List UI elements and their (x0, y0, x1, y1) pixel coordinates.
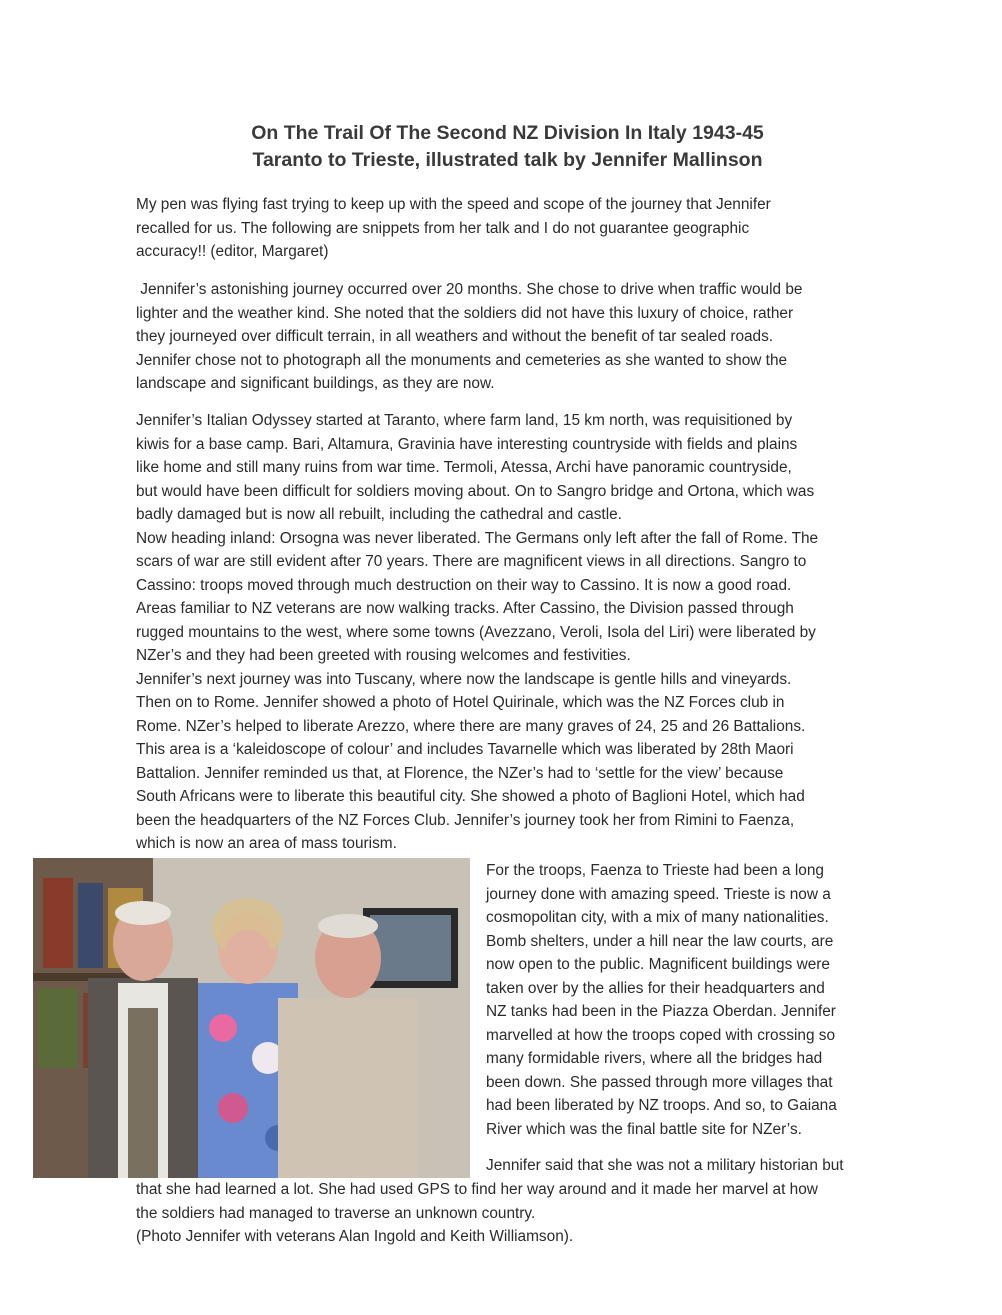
text-line: kiwis for a base camp. Bari, Altamura, Gravinia have interesting countryside with fields and plains (136, 435, 798, 453)
text-line: South Africans were to liberate this beautiful city. She showed a photo of Baglioni Hotel, which had (136, 788, 805, 805)
text-line: journey done with amazing speed. Trieste is now a (486, 885, 831, 903)
trieste-paragraph (486, 859, 886, 1141)
books (43, 878, 73, 968)
text-line: Jennifer’s Italian Odyssey started at Taranto, where farm land, 15 km north, was requisitioned by (136, 412, 793, 429)
text-line: Cassino: troops moved through much destruction on their way to Cassino. It is now a good road. (136, 576, 792, 594)
picture (370, 915, 451, 981)
dress-flower (218, 1093, 248, 1123)
text-line: many formidable rivers, where all the bridges had (486, 1050, 823, 1067)
text-line: My pen was flying fast trying to keep up with the speed and scope of the journey that Jennifer (136, 196, 771, 213)
person-middle-face-lower (224, 930, 272, 982)
text-line: which is now an area of mass tourism. (136, 835, 397, 852)
text-line: cosmopolitan city, with a mix of many nationalities. (486, 909, 829, 926)
photo-illustration (33, 858, 470, 1178)
journey-paragraph (136, 278, 876, 396)
text-line: Areas familiar to NZ veterans are now walking tracks. After Cassino, the Division passed through (136, 600, 794, 617)
text-line: scars of war are still evident after 70 years. There are magnificent views in all directions. Sangro to (136, 553, 807, 570)
text-line: NZer’s and they had been greeted with rousing welcomes and festivities. (136, 647, 631, 664)
dress-flower (209, 1014, 237, 1042)
person-left-hair (115, 901, 171, 925)
text-line: Jennifer said that she was not a military historian but (486, 1157, 844, 1174)
text-line: Now heading inland: Orsogna was never liberated. The Germans only left after the fall of Rome. The (136, 529, 819, 547)
text-line: Jennifer chose not to photograph all the monuments and cemeteries as she wanted to show the (136, 351, 788, 369)
group-photo (33, 858, 470, 1178)
text-line: the soldiers had managed to traverse an unknown country. (136, 1204, 536, 1222)
text-line: marvelled at how the troops coped with crossing so (486, 1026, 836, 1044)
text-line: badly damaged but is now all rebuilt, including the cathedral and castle. (136, 506, 622, 523)
text-line: now open to the public. Magnificent buildings were (486, 956, 830, 973)
text-line: Rome. NZer’s helped to liberate Arezzo, where there are many graves of 24, 25 and 26 Battalions. (136, 717, 806, 735)
text-line: been the headquarters of the NZ Forces Club. Jennifer’s journey took her from Rimini to Faenza, (136, 811, 795, 829)
text-line: River which was the final battle site for NZer’s. (486, 1120, 802, 1138)
person-left-cardigan (128, 1008, 158, 1178)
text-line: taken over by the allies for their headquarters and (486, 979, 825, 997)
text-line: lighter and the weather kind. She noted that the soldiers did not have this luxury of choice, rather (136, 304, 794, 322)
text-line: rugged mountains to the west, where some towns (Avezzano, Veroli, Isola del Liri) were liberated by (136, 623, 816, 641)
odyssey-paragraph (136, 409, 881, 856)
photo-caption: (Photo Jennifer with veterans Alan Ingold and Keith Williamson). (136, 1228, 574, 1245)
text-line: accuracy!! (editor, Margaret) (136, 243, 329, 260)
text-line: Jennifer’s next journey was into Tuscany, where now the landscape is gentle hills and vineyards. (136, 670, 792, 688)
text-line: but would have been difficult for soldiers moving about. On to Sangro bridge and Ortona, which was (136, 482, 815, 500)
text-line: landscape and significant buildings, as they are now. (136, 375, 495, 392)
text-line: they journeyed over difficult terrain, in all weathers and without the benefit of tar sealed roads. (136, 328, 774, 345)
text-line: Battalion. Jennifer reminded us that, at Florence, the NZer’s had to ‘settle for the view’ because (136, 764, 784, 782)
closing-paragraph-start (486, 1154, 886, 1178)
books (78, 883, 103, 968)
text-line: Then on to Rome. Jennifer showed a photo of Hotel Quirinale, which was the NZ Forces club in (136, 694, 785, 711)
books (38, 988, 78, 1068)
title-line-1: On The Trail Of The Second NZ Division In Italy 1943-45 (251, 122, 764, 144)
title-line-2: Taranto to Trieste, illustrated talk by Jennifer Mallinson (252, 149, 763, 171)
text-line: Bomb shelters, under a hill near the law courts, are (486, 932, 834, 950)
text-line: This area is a ‘kaleidoscope of colour’ and includes Tavarnelle which was liberated by 28th Maori (136, 741, 794, 758)
text-line: NZ tanks had been in the Piazza Oberdan. Jennifer (486, 1003, 836, 1020)
closing-paragraph (136, 1178, 881, 1249)
text-line: been down. She passed through more villages that (486, 1073, 833, 1091)
text-line: For the troops, Faenza to Trieste had been a long (486, 862, 824, 879)
text-line: like home and still many ruins from war time. Termoli, Atessa, Archi have panoramic countryside, (136, 459, 792, 476)
text-line: Jennifer’s astonishing journey occurred over 20 months. She chose to drive when traffic would be (136, 281, 803, 298)
text-line: recalled for us. The following are snippets from her talk and I do not guarantee geographic (136, 219, 750, 237)
title-block (140, 120, 875, 174)
person-right-shirt (278, 998, 418, 1178)
text-line: that she had learned a lot. She had used GPS to find her way around and it made her marvel at how (136, 1181, 818, 1198)
intro-paragraph (136, 193, 876, 264)
person-right-hair (318, 914, 378, 938)
text-line: had been liberated by NZ troops. And so, to Gaiana (486, 1097, 837, 1114)
